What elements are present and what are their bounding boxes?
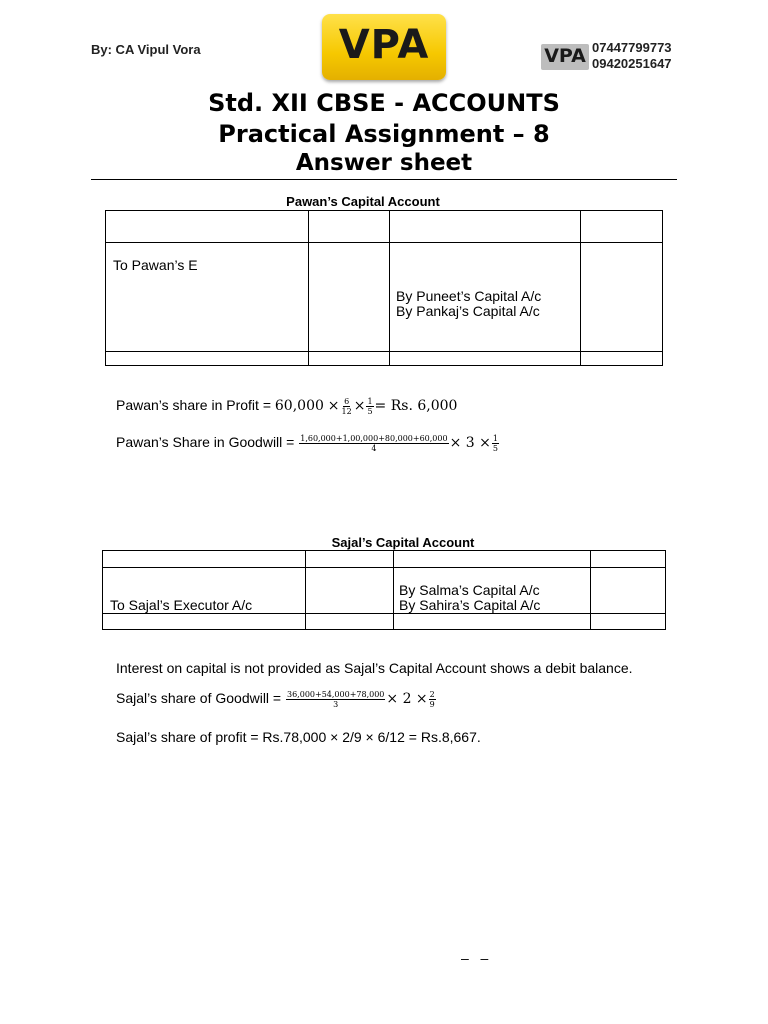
vpa-logo-text: VPA [338,22,430,68]
sajal-goodwill-label: Sajal’s share of Goodwill = [116,690,285,707]
pawan-goodwill-share-line [116,434,500,453]
pawan-profit-label: Pawan’s share in Profit = [116,397,275,414]
vpa-mini-logo-text: VPA [544,45,586,67]
table-column-divider [580,211,581,365]
table-column-divider [590,551,591,629]
sajal-goodwill-multiplier: × 2 × [386,691,428,708]
pawan-goodwill-label: Pawan’s Share in Goodwill = [116,434,299,451]
fraction-6-12 [341,397,353,416]
sajal-account-caption: Sajal’s Capital Account [331,535,475,550]
fraction-denominator: 12 [341,407,352,416]
sajal-debit-entry: To Sajal’s Executor A/c [110,597,253,613]
times-symbol: × [327,398,340,415]
pawan-goodwill-fraction [299,434,448,453]
fraction-numerator: 36,000+54,000+78,000 [287,690,385,699]
sajal-credit-entry-2: By Sahira’s Capital A/c [399,597,541,613]
pawan-profit-base: 60,000 [274,398,324,415]
pawan-profit-result: = Rs. 6,000 [374,398,458,415]
vpa-mini-logo [541,44,589,70]
footer-dashes: – – [461,950,489,966]
fraction-1-5 [366,397,373,416]
fraction-denominator: 4 [371,444,377,453]
sajal-ledger-table [102,550,666,630]
pawan-debit-entry: To Pawan’s E [113,257,198,273]
pawan-goodwill-multiplier: × 3 × [449,435,491,452]
header-divider [91,179,677,180]
sajal-goodwill-share-line [116,690,437,709]
fraction-numerator: 2 [429,690,435,699]
table-column-divider [393,551,394,629]
fraction-denominator: 3 [333,700,339,709]
author-label: By: CA Vipul Vora [91,42,201,57]
pawan-credit-entry-1: By Puneet’s Capital A/c [396,288,542,304]
fraction-numerator: 6 [344,397,350,406]
phone-number-1: 07447799773 [592,40,672,55]
times-symbol: × [353,398,366,415]
fraction-numerator: 1 [492,434,498,443]
page-heading: Answer sheet [295,150,473,176]
pawan-ledger-table [105,210,663,366]
vpa-logo [322,14,446,80]
fraction-2-9 [429,690,436,709]
sajal-profit-share-line: Sajal’s share of profit = Rs.78,000 × 2/9 × 6/12 = Rs.8,667. [116,729,481,745]
pawan-credit-entry-2: By Pankaj’s Capital A/c [396,303,540,319]
table-row-divider [103,613,665,614]
table-column-divider [308,211,309,365]
table-column-divider [389,211,390,365]
page-subtitle: Practical Assignment – 8 [218,120,550,148]
page-title: Std. XII CBSE - ACCOUNTS [208,89,560,117]
table-column-divider [305,551,306,629]
table-row-divider [106,242,662,243]
sajal-goodwill-fraction [286,690,385,709]
pawan-account-caption: Pawan’s Capital Account [286,194,440,209]
table-row-divider [106,351,662,352]
fraction-numerator: 1,60,000+1,00,000+80,000+60,000 [300,434,448,443]
sajal-interest-note: Interest on capital is not provided as Sajal’s Capital Account shows a debit balance. [116,660,633,676]
fraction-denominator: 9 [429,700,435,709]
fraction-denominator: 5 [492,444,498,453]
sajal-credit-entry-1: By Salma’s Capital A/c [399,582,540,598]
fraction-numerator: 1 [367,397,373,406]
phone-number-2: 09420251647 [592,56,672,71]
pawan-profit-share-line [116,397,457,416]
fraction-denominator: 5 [367,407,373,416]
table-row-divider [103,567,665,568]
fraction-1-5 [492,434,499,453]
